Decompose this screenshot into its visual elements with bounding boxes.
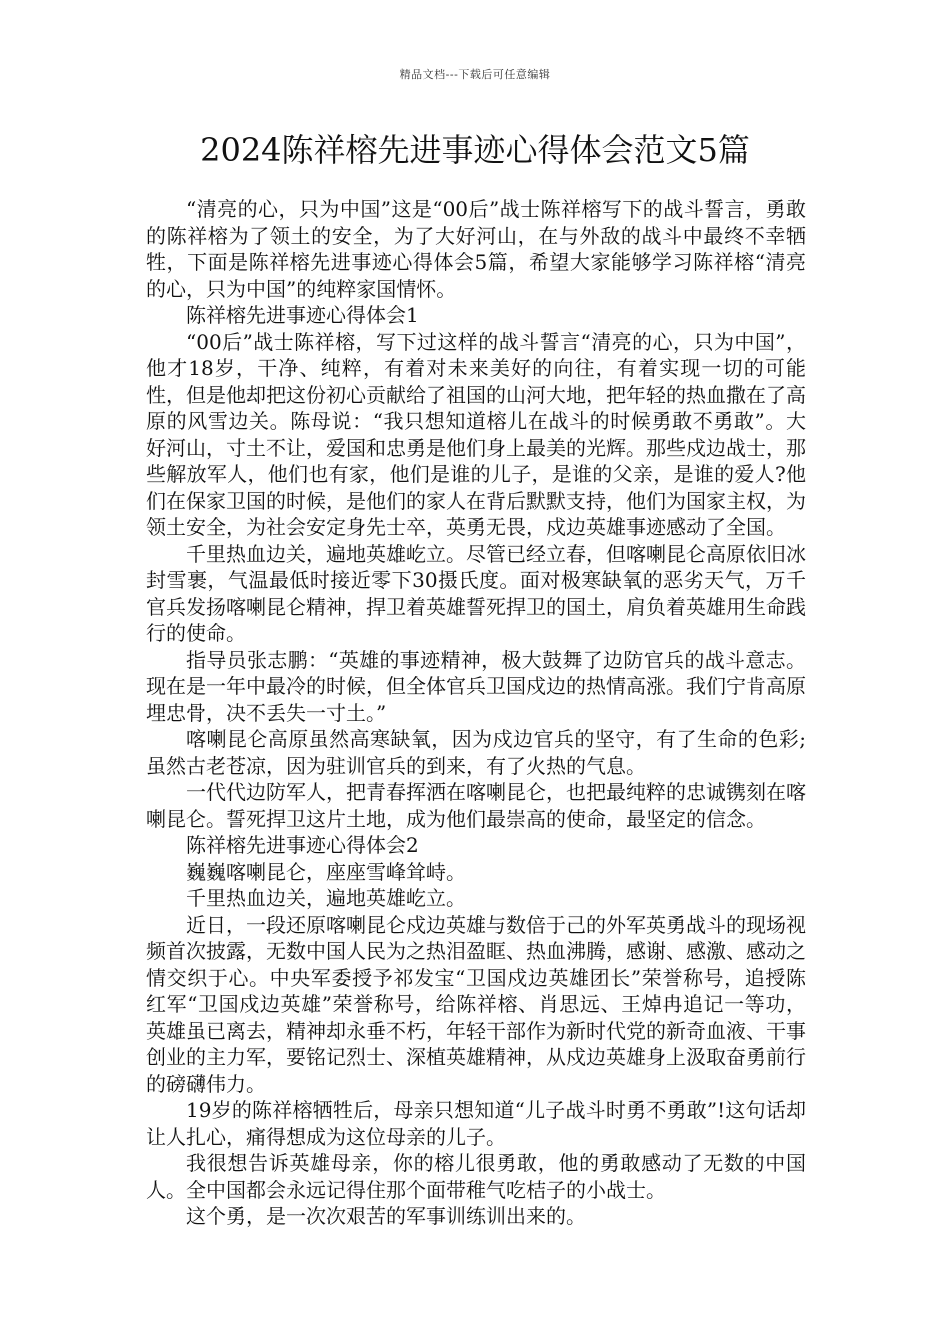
- body-paragraph: “00后”战士陈祥榕，写下过这样的战斗誓言“清亮的心，只为中国”，他才18岁，干净、纯粹，有着对未来美好的向往，有着实现一切的可能性，但是他却把这份初心贡献给了祖国的山河大地，把年轻的热血撒在了高原的风雪边关。陈母说：“我只想知道榕儿在战斗的时候勇敢不勇敢”。大好河山，寸土不让，爱国和忠勇是他们身上最美的光辉。那些戍边战士，那些解放军人，他们也有家，他们是谁的儿子，是谁的父亲，是谁的爱人?他们在保家卫国的时候，是他们的家人在背后默默支持，他们为国家主权，为领土安全，为社会安定身先士卒，英勇无畏，戍边英雄事迹感动了全国。: [146, 329, 806, 539]
- body-paragraph: 这个勇，是一次次艰苦的军事训练训出来的。: [186, 1204, 586, 1228]
- page-header-note: 精品文档---下载后可任意编辑: [399, 68, 551, 81]
- document-title: 2024陈祥榕先进事迹心得体会范文5篇: [200, 131, 750, 169]
- body-paragraph: 喀喇昆仑高原虽然高寒缺氧，因为戍边官兵的坚守，有了生命的色彩;虽然古老苍凉，因为驻训官兵的到来，有了火热的气息。: [146, 727, 806, 778]
- section-heading-2: 陈祥榕先进事迹心得体会2: [186, 833, 419, 857]
- body-paragraph: 千里热血边关，遍地英雄屹立。: [186, 886, 466, 910]
- section-heading-1: 陈祥榕先进事迹心得体会1: [186, 303, 419, 327]
- document-body: [146, 196, 806, 1230]
- body-paragraph: 19岁的陈祥榕牺牲后，母亲只想知道“儿子战斗时勇不勇敢”!这句话却让人扎心，痛得想成为这位母亲的儿子。: [146, 1098, 806, 1149]
- body-paragraph: 近日，一段还原喀喇昆仑戍边英雄与数倍于己的外军英勇战斗的现场视频首次披露，无数中国人民为之热泪盈眶、热血沸腾，感谢、感激、感动之情交织于心。中央军委授予祁发宝“卫国戍边英雄团长”荣誉称号，追授陈红军“卫国戍边英雄”荣誉称号，给陈祥榕、肖思远、王焯冉追记一等功，英雄虽已离去，精神却永垂不朽，年轻干部作为新时代党的新奇血液、干事创业的主力军，要铭记烈士、深植英雄精神，从戍边英雄身上汲取奋勇前行的磅礴伟力。: [146, 912, 806, 1096]
- body-paragraph: 一代代边防军人，把青春挥洒在喀喇昆仑，也把最纯粹的忠诚镌刻在喀喇昆仑。誓死捍卫这片土地，成为他们最崇高的使命，最坚定的信念。: [146, 780, 806, 831]
- body-paragraph: 指导员张志鹏：“英雄的事迹精神，极大鼓舞了边防官兵的战斗意志。现在是一年中最冷的时候，但全体官兵卫国戍边的热情高涨。我们宁肯高原埋忠骨，决不丢失一寸土。”: [146, 647, 806, 725]
- body-paragraph: 千里热血边关，遍地英雄屹立。尽管已经立春，但喀喇昆仑高原依旧冰封雪裹，气温最低时接近零下30摄氏度。面对极寒缺氧的恶劣天气，万千官兵发扬喀喇昆仑精神，捍卫着英雄誓死捍卫的国土，肩负着英雄用生命践行的使命。: [146, 541, 806, 645]
- body-paragraph: 我很想告诉英雄母亲，你的榕儿很勇敢，他的勇敢感动了无数的中国人。全中国都会永远记得住那个面带稚气吃桔子的小战士。: [146, 1151, 806, 1202]
- intro-paragraph: “清亮的心，只为中国”这是“00后”战士陈祥榕写下的战斗誓言，勇敢的陈祥榕为了领土的安全，为了大好河山，在与外敌的战斗中最终不幸牺牲，下面是陈祥榕先进事迹心得体会5篇，希望大家能够学习陈祥榕“清亮的心，只为中国”的纯粹家国情怀。: [146, 197, 806, 301]
- body-paragraph: 巍巍喀喇昆仑，座座雪峰耸峙。: [186, 859, 466, 884]
